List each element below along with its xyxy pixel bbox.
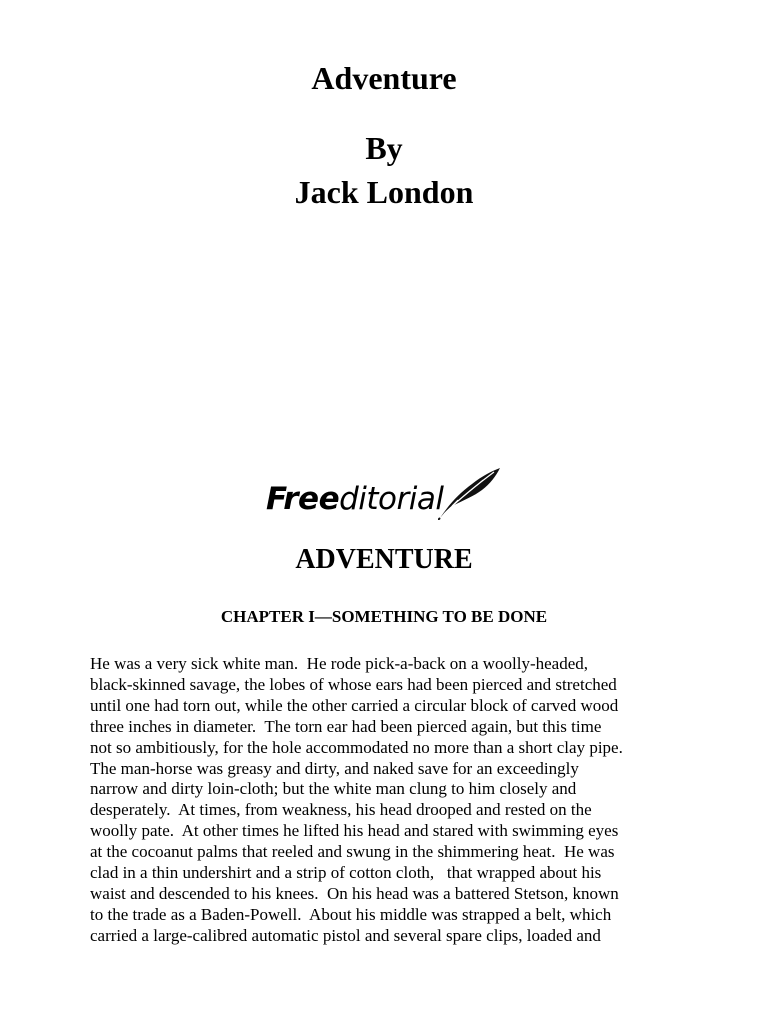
- publisher-logo: [266, 466, 502, 522]
- body-line: at the cocoanut palms that reeled and swung in the shimmering heat. He was: [90, 842, 615, 862]
- body-line: desperately. At times, from weakness, his head drooped and rested on the: [90, 800, 592, 820]
- author-name: Jack London: [294, 174, 474, 210]
- body-line: He was a very sick white man. He rode pick-a-back on a woolly-headed,: [90, 654, 589, 673]
- publisher-logo-bold: Free: [266, 481, 340, 517]
- body-line: woolly pate. At other times he lifted his head and stared with swimming eyes: [90, 821, 619, 841]
- body-line: narrow and dirty loin-cloth; but the white man clung to him closely and: [90, 779, 577, 799]
- body-line: not so ambitiously, for the hole accommodated no more than a short clay pipe.: [90, 737, 623, 757]
- publisher-logo-light: ditorial: [339, 481, 444, 517]
- chapter-title: CHAPTER I—SOMETHING TO BE DONE: [220, 607, 548, 626]
- body-line: clad in a thin undershirt and a strip of cotton cloth, that wrapped about his: [90, 863, 602, 883]
- quill-feather-icon: [438, 466, 502, 520]
- body-line: three inches in diameter. The torn ear had been pierced again, but this time: [90, 716, 602, 736]
- chapter-body: [90, 654, 690, 947]
- by-label: By: [365, 130, 403, 166]
- body-line: until one had torn out, while the other carried a circular block of carved wood: [90, 695, 619, 715]
- body-line: carried a large-calibred automatic pistol and several spare clips, loaded and: [90, 925, 601, 945]
- byline: [0, 126, 768, 214]
- body-line: black-skinned savage, the lobes of whose ears had been pierced and stretched: [90, 674, 617, 694]
- chapter-heading: ADVENTURE: [295, 544, 473, 575]
- book-title: Adventure: [311, 60, 457, 96]
- body-line: The man-horse was greasy and dirty, and naked save for an exceedingly: [90, 758, 579, 778]
- body-line: to the trade as a Baden-Powell. About his middle was strapped a belt, which: [90, 904, 612, 924]
- publisher-logo-text: [266, 480, 444, 518]
- body-line: waist and descended to his knees. On his head was a battered Stetson, known: [90, 883, 619, 903]
